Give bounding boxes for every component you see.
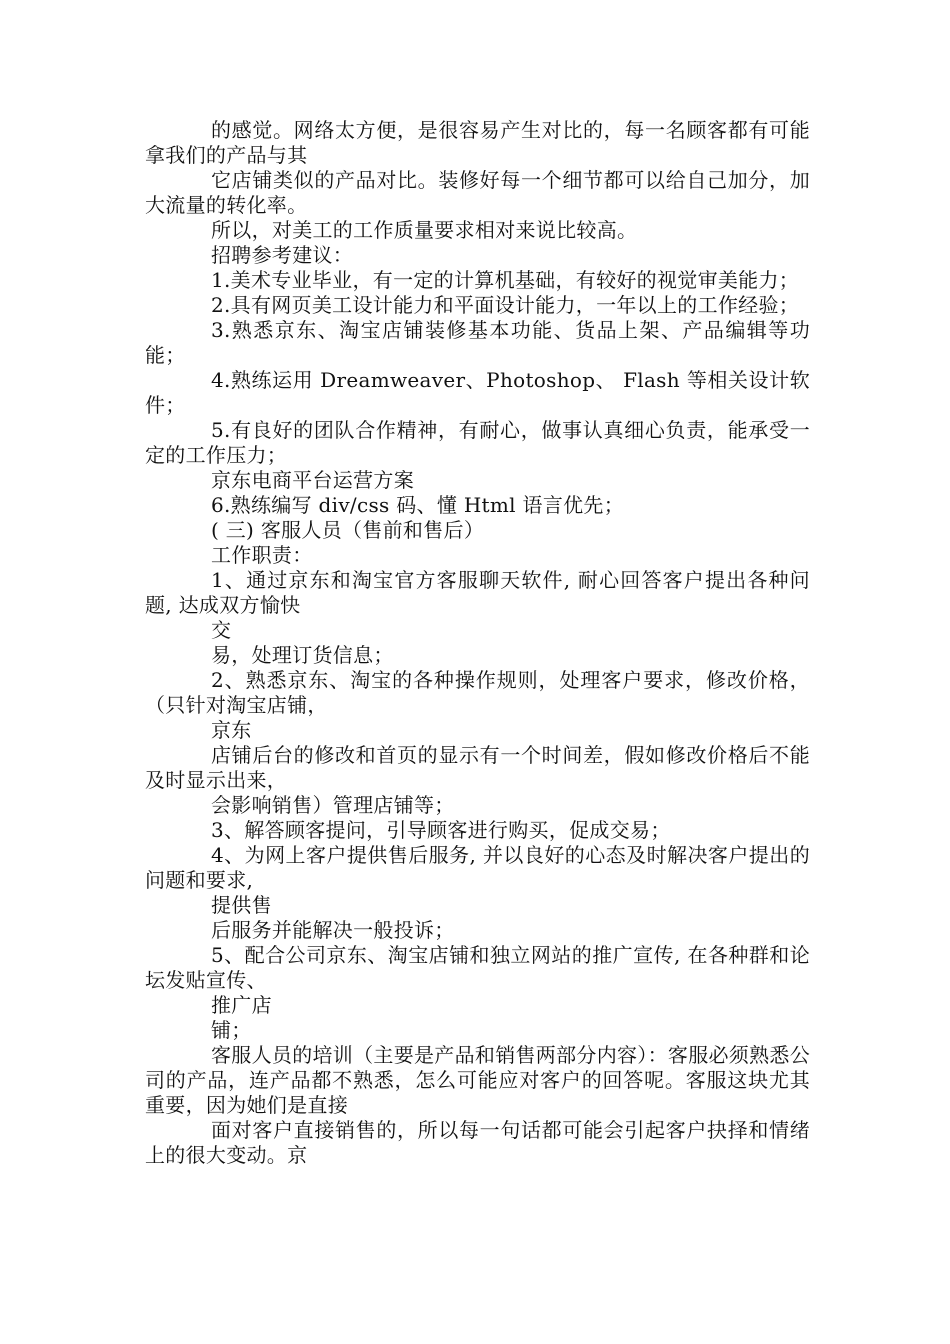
list-item: 4、为网上客户提供售后服务, 并以良好的心态及时解决客户提出的问题和要求,	[145, 843, 810, 892]
list-item: 3.熟悉京东、淘宝店铺装修基本功能、货品上架、产品编辑等功能；	[145, 318, 810, 367]
list-item: 5、配合公司京东、淘宝店铺和独立网站的推广宣传, 在各种群和论坛发贴宣传、	[145, 943, 810, 992]
section-heading: 招聘参考建议：	[211, 243, 354, 267]
paragraph-fragment: 交	[211, 618, 232, 642]
paragraph-fragment: 后服务并能解决一般投诉；	[211, 918, 455, 942]
list-item: 1.美术专业毕业，有一定的计算机基础，有较好的视觉审美能力；	[211, 268, 800, 292]
running-header-text: 京东电商平台运营方案	[211, 468, 414, 492]
list-item: 2、熟悉京东、淘宝的各种操作规则，处理客户要求，修改价格，（只针对淘宝店铺，	[145, 668, 810, 717]
paragraph-text: 的感觉。网络太方便，是很容易产生对比的，每一名顾客都有可能拿我们的产品与其	[145, 118, 810, 167]
list-item: 1、通过京东和淘宝官方客服聊天软件, 耐心回答客户提出各种问题, 达成双方愉快	[145, 568, 810, 617]
paragraph-fragment: 铺；	[211, 1018, 252, 1042]
document-page	[145, 118, 810, 1168]
paragraph-text: 所以，对美工的工作质量要求相对来说比较高。	[211, 218, 638, 242]
list-item: 5.有良好的团队合作精神，有耐心，做事认真细心负责，能承受一定的工作压力；	[145, 418, 810, 467]
paragraph-text: 会影响销售）管理店铺等；	[211, 793, 455, 817]
section-heading: ( 三) 客服人员（售前和售后）	[211, 518, 485, 542]
list-item: 2.具有网页美工设计能力和平面设计能力，一年以上的工作经验；	[211, 293, 800, 317]
paragraph-fragment: 京东	[211, 718, 252, 742]
paragraph-fragment: 易，处理订货信息；	[211, 643, 394, 667]
paragraph-fragment: 推广店	[211, 993, 272, 1017]
list-item: 6.熟练编写 div/css 码、懂 Html 语言优先；	[211, 493, 625, 517]
paragraph-fragment: 提供售	[211, 893, 272, 917]
paragraph-text: 客服人员的培训（主要是产品和销售两部分内容）：客服必须熟悉公司的产品，连产品都不熟悉，怎么可能应对客户的回答呢。客服这块尤其重要，因为她们是直接	[145, 1043, 810, 1117]
list-item: 4.熟练运用 Dreamweaver、Photoshop、 Flash 等相关设计软件；	[145, 368, 810, 417]
paragraph-text: 它店铺类似的产品对比。装修好每一个细节都可以给自己加分，加大流量的转化率。	[145, 168, 810, 217]
paragraph-text: 面对客户直接销售的，所以每一句话都可能会引起客户抉择和情绪上的很大变动。京	[145, 1118, 810, 1167]
section-heading: 工作职责：	[211, 543, 313, 567]
list-item: 3、解答顾客提问，引导顾客进行购买，促成交易；	[211, 818, 671, 842]
paragraph-text: 店铺后台的修改和首页的显示有一个时间差，假如修改价格后不能及时显示出来，	[145, 743, 810, 792]
